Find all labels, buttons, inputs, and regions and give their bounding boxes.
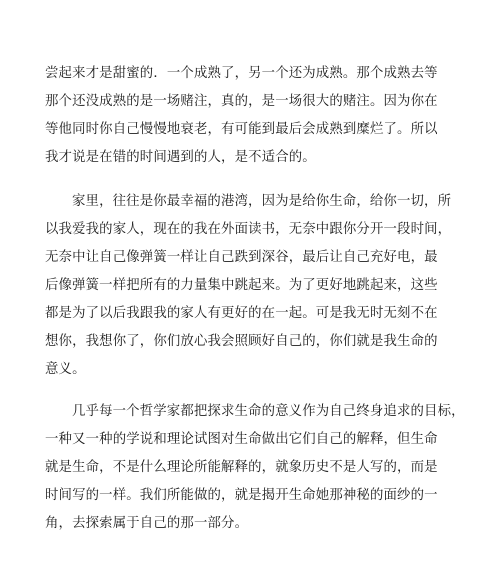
text-line: 我才说是在错的时间遇到的人，是不适合的。 — [45, 150, 316, 165]
text-line: 尝起来才是甜蜜的．一个成熟了，另一个还为成熟。那个成熟去等 — [45, 66, 438, 81]
text-line: 角，去探索属于自己的那一部分。 — [45, 516, 249, 531]
text-line: 一种又一种的学说和理论试图对生命做出它们自己的解释，但生命 — [45, 432, 438, 447]
text-line: 家里，往往是你最幸福的港湾，因为是给你生命，给你一切，所 — [72, 194, 452, 209]
paragraph-3 — [45, 398, 465, 538]
paragraph-2 — [45, 188, 452, 384]
text-line: 无奈中让自己像弹簧一样让自己跌到深谷，最后让自己充好电，最 — [45, 250, 438, 265]
text-line: 几乎每一个哲学家都把探求生命的意义作为自己终身追求的目标， — [72, 404, 465, 419]
paragraph-1 — [45, 60, 438, 172]
text-line: 想你，我想你了，你们放心我会照顾好自己的，你们就是我生命的 — [45, 334, 438, 349]
text-line: 等他同时你自己慢慢地衰老，有可能到最后会成熟到糜烂了。所以 — [45, 122, 438, 137]
text-line: 后像弹簧一样把所有的力量集中跳起来。为了更好地跳起来，这些 — [45, 278, 438, 293]
text-line: 都是为了以后我跟我的家人有更好的在一起。可是我无时无刻不在 — [45, 306, 438, 321]
text-line: 就是生命，不是什么理论所能解释的，就象历史不是人写的，而是 — [45, 460, 438, 475]
text-line: 时间写的一样。我们所能做的，就是揭开生命她那神秘的面纱的一 — [45, 488, 438, 503]
text-line: 以我爱我的家人，现在的我在外面读书，无奈中跟你分开一段时间， — [45, 222, 452, 237]
text-line: 那个还没成熟的是一场赌注，真的，是一场很大的赌注。因为你在 — [45, 94, 438, 109]
text-line: 意义。 — [45, 362, 86, 377]
